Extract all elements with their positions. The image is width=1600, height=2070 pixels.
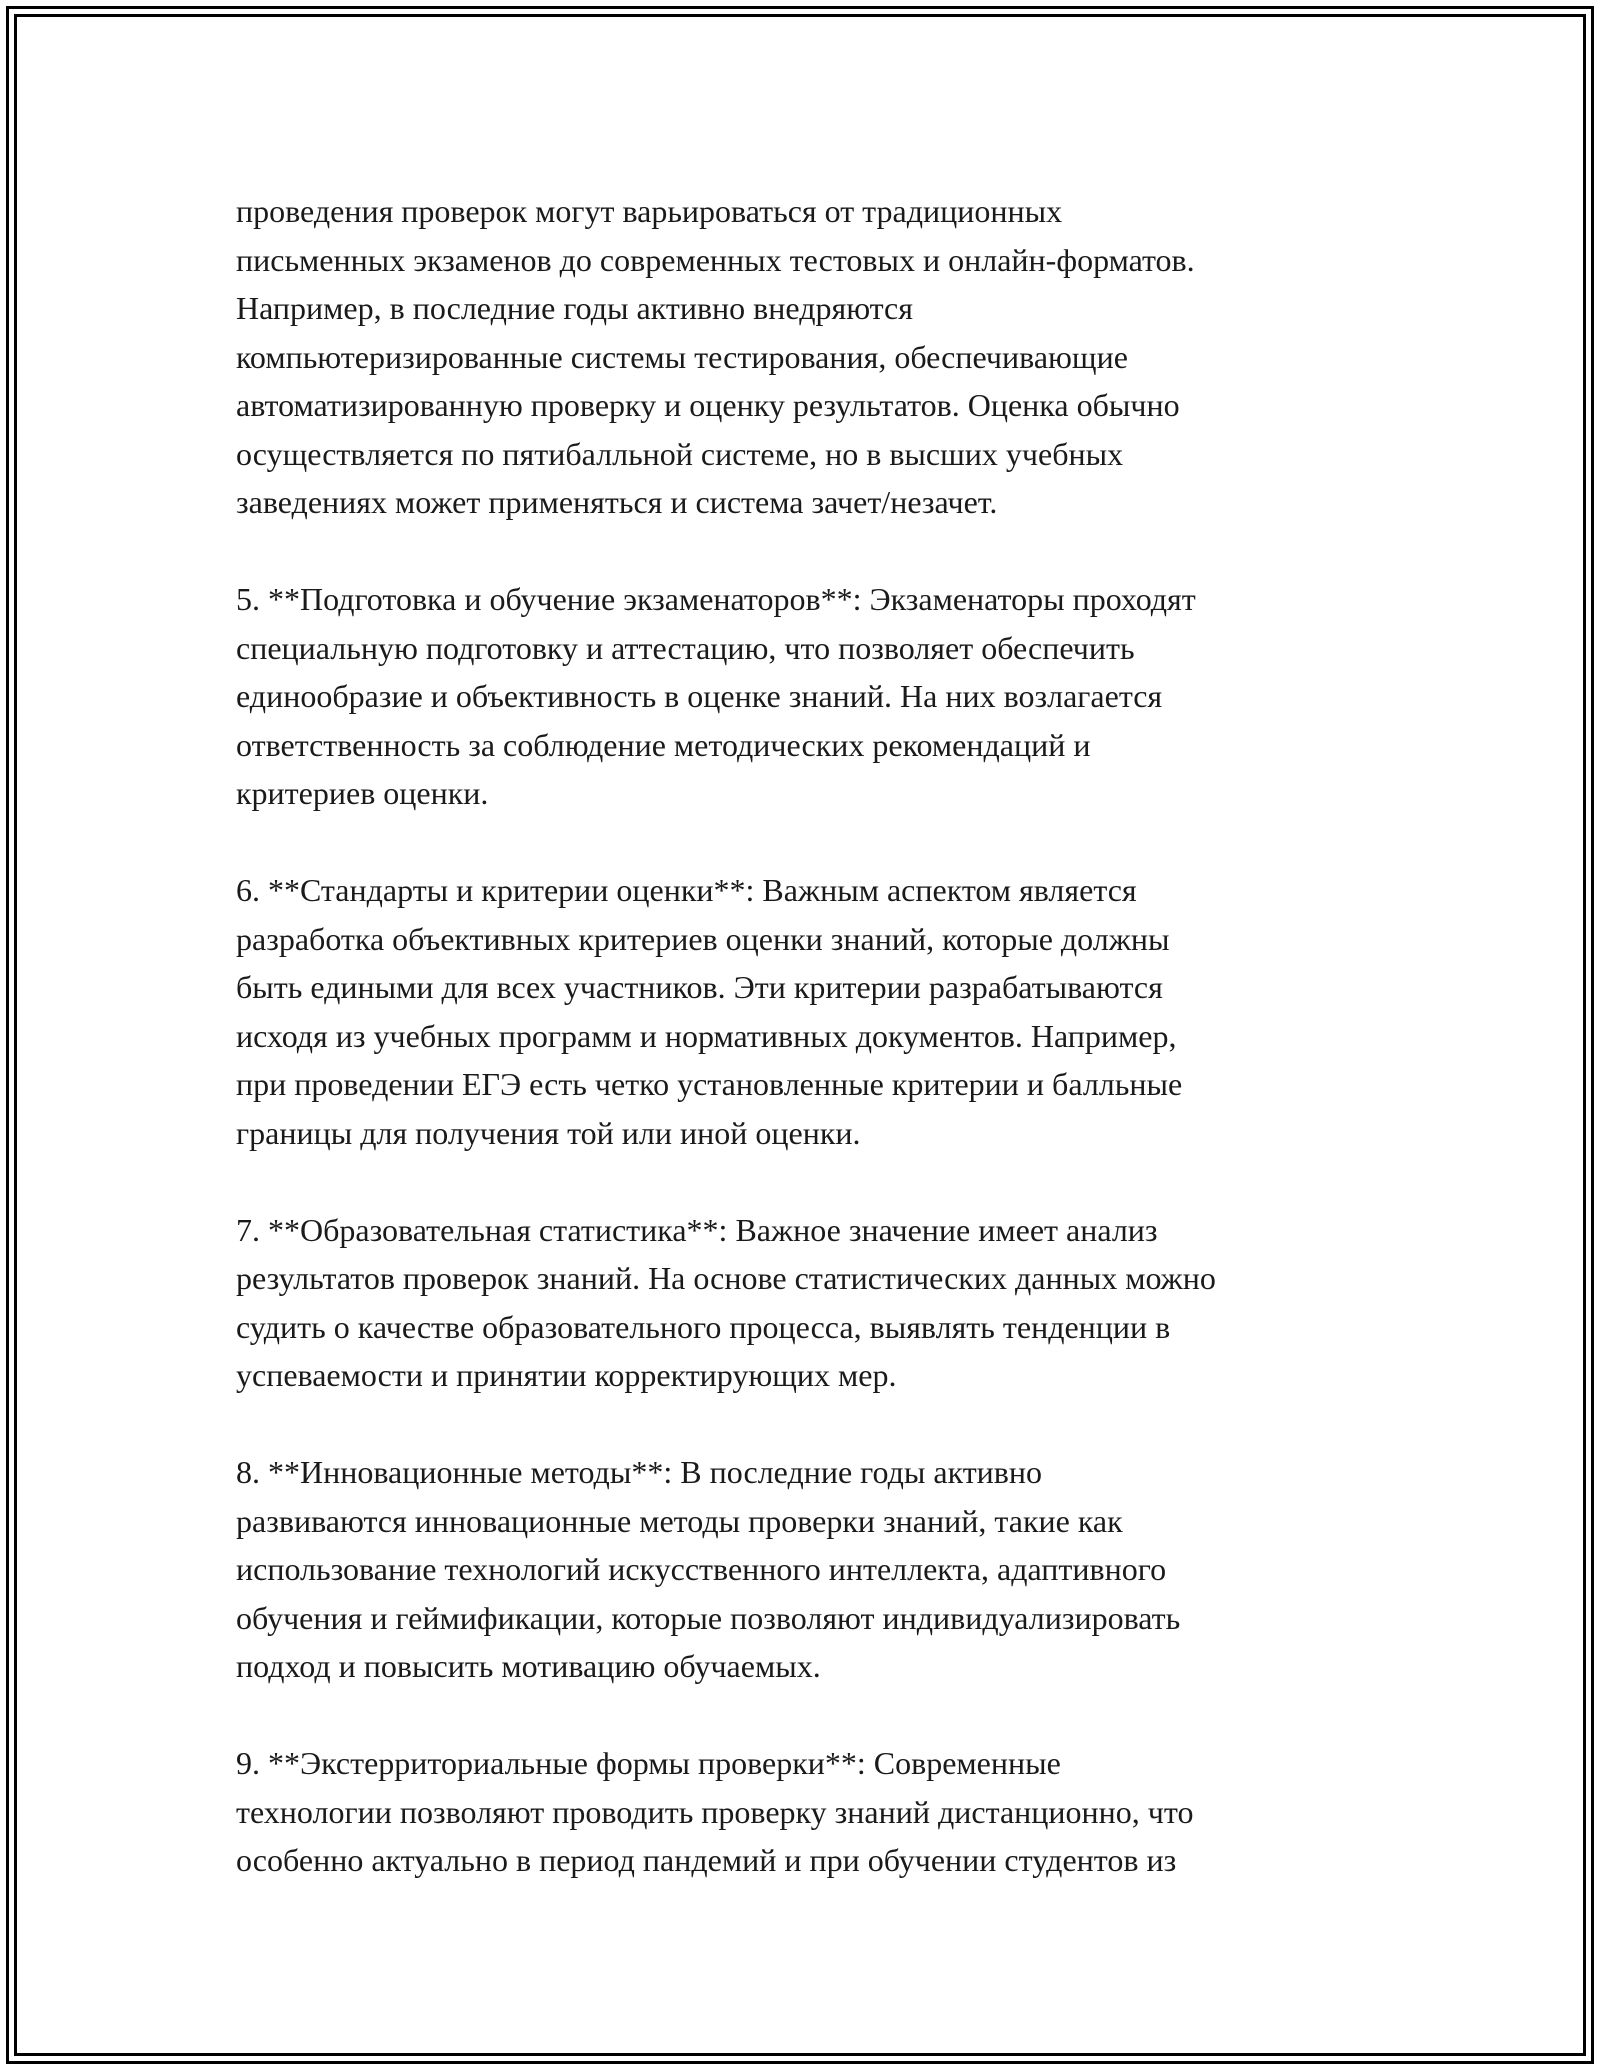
text-line: результатов проверок знаний. На основе статистических данных можно xyxy=(236,1260,1216,1296)
text-line: 9. **Экстерриториальные формы проверки**: Современные xyxy=(236,1745,1061,1781)
text-line: технологии позволяют проводить проверку знаний дистанционно, что xyxy=(236,1793,1194,1830)
text-line: единообразие и объективность в оценке знаний. На них возлагается xyxy=(236,678,1163,714)
text-line: критериев оценки. xyxy=(236,775,489,811)
text-line: заведениях может применяться и система зачет/незачет. xyxy=(236,484,998,520)
paragraph-item-6 xyxy=(236,866,1416,1157)
text-line: особенно актуально в период пандемий и при обучении студентов из xyxy=(236,1842,1177,1878)
text-line: Например, в последние годы активно внедряются xyxy=(236,290,913,326)
paragraph-continuation xyxy=(236,187,1416,527)
paragraph-item-9 xyxy=(236,1739,1416,1885)
text-line: специальную подготовку и аттестацию, что позволяет обеспечить xyxy=(236,629,1135,666)
text-line: компьютеризированные системы тестирования, обеспечивающие xyxy=(236,338,1128,375)
text-line: обучения и геймификации, которые позволяют индивидуализировать xyxy=(236,1599,1181,1636)
text-line: 8. **Инновационные методы**: В последние годы активно xyxy=(236,1454,1043,1490)
text-line: проведения проверок могут варьироваться от традиционных xyxy=(236,193,1063,229)
text-line: границы для получения той или иной оценки. xyxy=(236,1114,861,1151)
text-line: разработка объективных критериев оценки знаний, которые должны xyxy=(236,920,1170,957)
paragraph-item-7 xyxy=(236,1206,1416,1400)
text-line: 5. **Подготовка и обучение экзаменаторов**: Экзаменаторы проходят xyxy=(236,581,1196,617)
text-line: исходя из учебных программ и нормативных документов. Например, xyxy=(236,1017,1177,1054)
text-line: ответственность за соблюдение методических рекомендаций и xyxy=(236,726,1091,763)
document-body xyxy=(236,187,1416,1933)
text-line: развиваются инновационные методы проверки знаний, такие как xyxy=(236,1502,1123,1539)
text-line: судить о качестве образовательного процесса, выявлять тенденции в xyxy=(236,1308,1171,1345)
text-line: 7. **Образовательная статистика**: Важное значение имеет анализ xyxy=(236,1211,1158,1248)
text-line: использование технологий искусственного интеллекта, адаптивного xyxy=(236,1551,1167,1587)
text-line: автоматизированную проверку и оценку результатов. Оценка обычно xyxy=(236,387,1180,423)
text-line: успеваемости и принятии корректирующих мер. xyxy=(236,1357,897,1393)
text-line: подход и повысить мотивацию обучаемых. xyxy=(236,1648,821,1684)
text-line: письменных экзаменов до современных тестовых и онлайн-форматов. xyxy=(236,241,1195,278)
text-line: 6. **Стандарты и критерии оценки**: Важным аспектом является xyxy=(236,872,1137,908)
text-line: осуществляется по пятибалльной системе, но в высших учебных xyxy=(236,435,1124,472)
text-line: при проведении ЕГЭ есть четко установленные критерии и балльные xyxy=(236,1066,1183,1102)
text-line: быть едиными для всех участников. Эти критерии разрабатываются xyxy=(236,969,1163,1005)
paragraph-item-5 xyxy=(236,575,1416,818)
paragraph-item-8 xyxy=(236,1448,1416,1691)
